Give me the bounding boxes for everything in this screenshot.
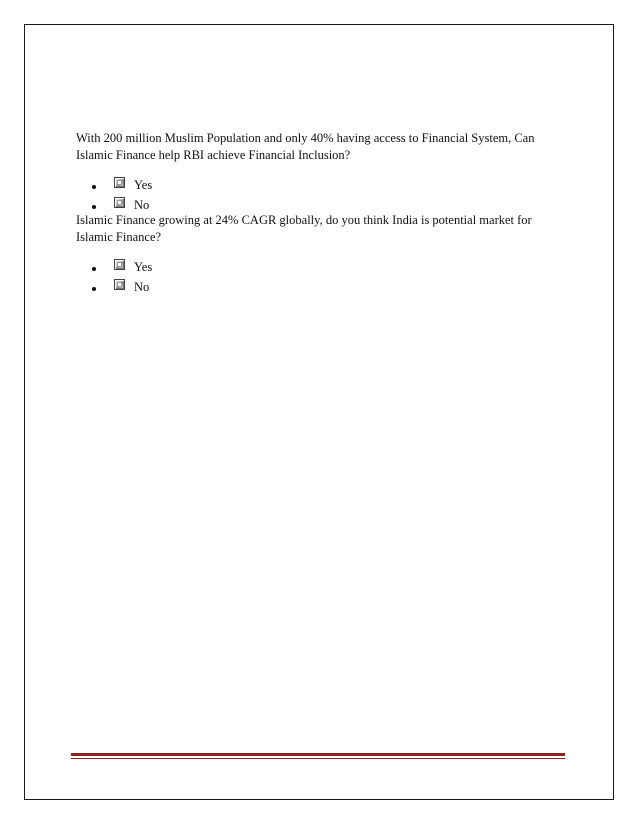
footer-rule <box>71 753 565 759</box>
checkbox-icon[interactable] <box>114 177 125 188</box>
option-label: No <box>134 280 150 294</box>
option-no[interactable] <box>76 196 556 216</box>
bullet-icon <box>92 205 96 209</box>
checkbox-icon[interactable] <box>114 259 125 270</box>
question-1-text: With 200 million Muslim Population and only 40% having access to Financial System, Can Islamic Finance help RBI achieve Financial Inclusion? <box>76 131 535 162</box>
question-1-options <box>76 176 556 216</box>
option-no[interactable] <box>76 278 556 298</box>
question-2-text: Islamic Finance growing at 24% CAGR globally, do you think India is potential market for Islamic Finance? <box>76 213 532 244</box>
checkbox-icon[interactable] <box>114 197 125 208</box>
checkbox-icon[interactable] <box>114 279 125 290</box>
footer-rule-thick <box>71 753 565 756</box>
question-2-options <box>76 258 556 298</box>
bullet-icon <box>92 267 96 271</box>
option-label: Yes <box>134 178 153 192</box>
bullet-icon <box>92 287 96 291</box>
option-yes[interactable] <box>76 258 556 278</box>
footer-rule-thin <box>71 758 565 759</box>
option-yes[interactable] <box>76 176 556 196</box>
bullet-icon <box>92 185 96 189</box>
option-label: No <box>134 198 150 212</box>
survey-content <box>76 130 556 298</box>
option-label: Yes <box>134 260 153 274</box>
